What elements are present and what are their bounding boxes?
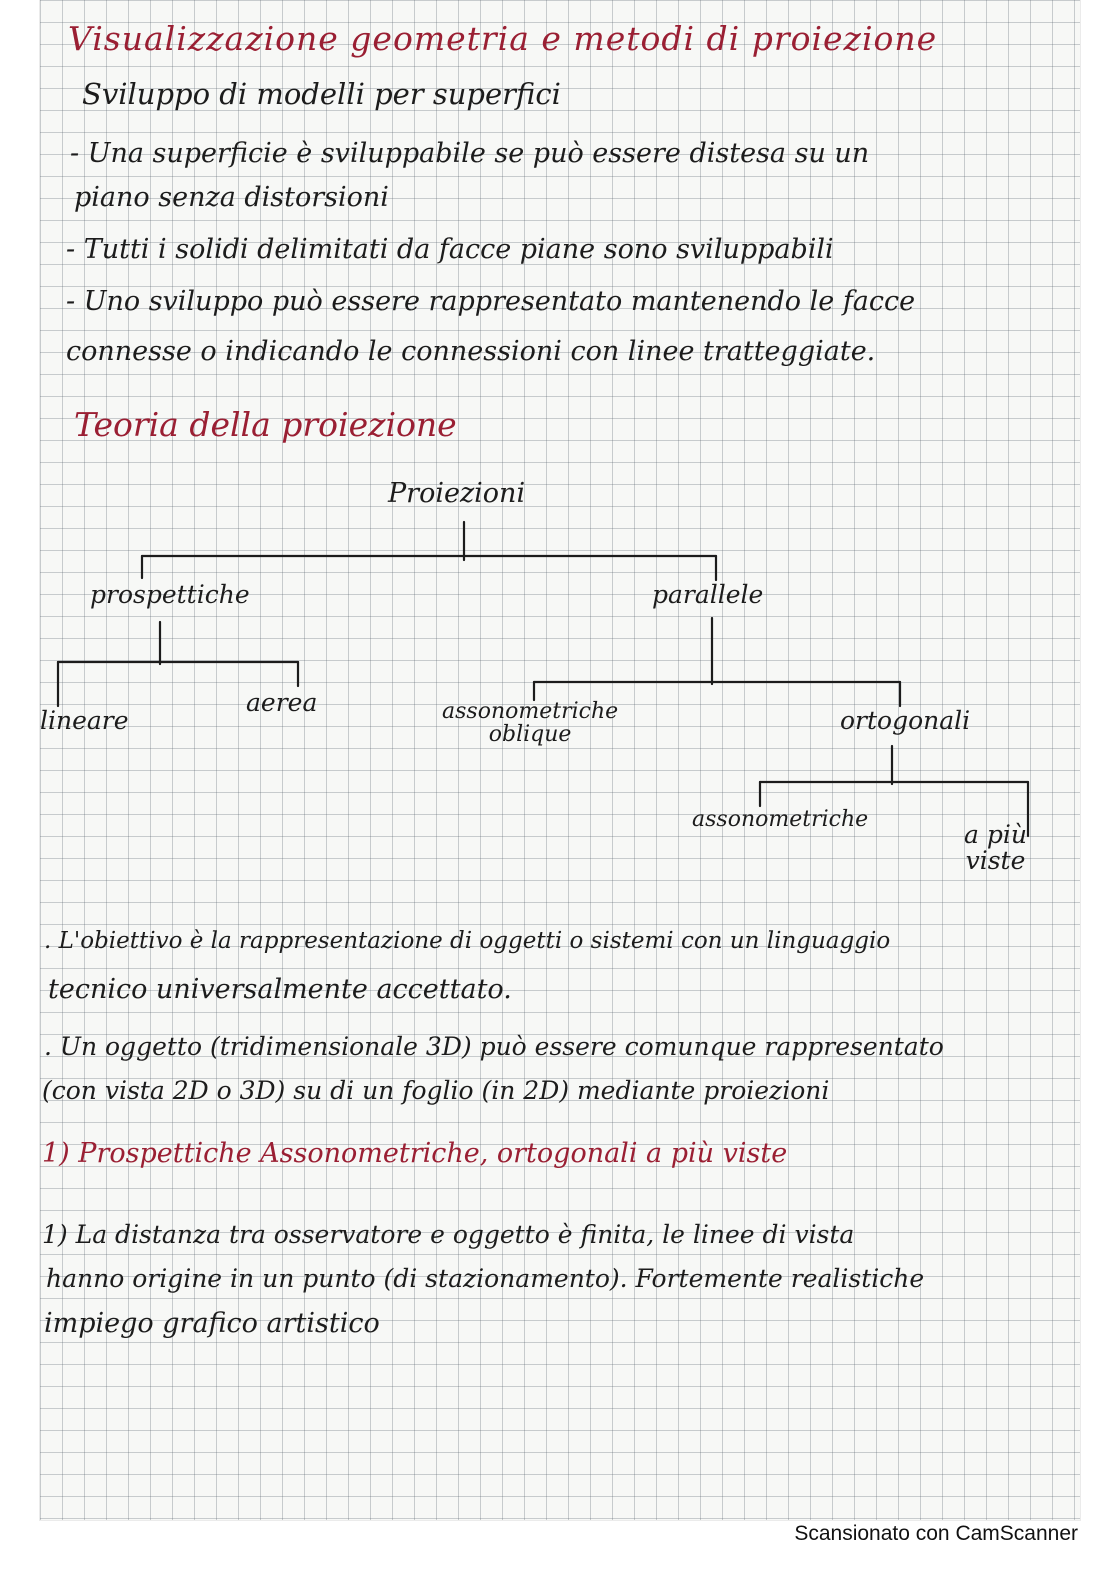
- tree-node-aerea: aerea: [246, 688, 318, 717]
- tree-node-ortogonali: ortogonali: [840, 706, 971, 735]
- scanner-watermark: Scansionato con CamScanner: [794, 1522, 1078, 1545]
- paragraph-line: 1) La distanza tra osservatore e oggetto è finita, le linee di vista: [42, 1220, 855, 1249]
- tree-node-a-piu-viste: [964, 822, 1027, 875]
- paragraph-line: connesse o indicando le connessioni con linee tratteggiate.: [66, 336, 876, 367]
- tree-node-label: oblique: [488, 722, 572, 748]
- paragraph-line: tecnico universalmente accettato.: [48, 974, 512, 1005]
- tree-node-label: assonometriche: [442, 699, 619, 724]
- tree-node-assonometriche-oblique: [442, 700, 618, 746]
- tree-node-root: Proiezioni: [388, 478, 526, 509]
- paragraph-line: - Uno sviluppo può essere rappresentato mantenendo le facce: [66, 286, 916, 317]
- tree-node-parallele: parallele: [652, 580, 764, 609]
- page-subtitle: Sviluppo di modelli per superfici: [82, 77, 561, 111]
- page-title: Visualizzazione geometria e metodi di proiezione: [68, 19, 938, 58]
- projection-tree-connectors: [40, 0, 1080, 900]
- paragraph-line: piano senza distorsioni: [74, 182, 389, 213]
- paragraph-line: . L'obiettivo è la rappresentazione di oggetti o sistemi con un linguaggio: [44, 928, 891, 954]
- tree-node-label: a più: [964, 820, 1027, 849]
- notebook-page: [40, 0, 1080, 1520]
- tree-node-lineare: lineare: [40, 706, 129, 735]
- paragraph-line: (con vista 2D o 3D) su di un foglio (in 2D) mediante proiezioni: [42, 1076, 830, 1105]
- tree-node-assonometriche: assonometriche: [692, 807, 869, 832]
- paragraph-line: - Una superficie è sviluppabile se può essere distesa su un: [70, 138, 870, 169]
- tree-node-prospettiche: prospettiche: [90, 580, 250, 609]
- list-heading: 1) Prospettiche Assonometriche, ortogonali a più viste: [42, 1138, 788, 1169]
- tree-node-label: viste: [965, 846, 1026, 876]
- paragraph-line: . Un oggetto (tridimensionale 3D) può essere comunque rappresentato: [44, 1032, 944, 1061]
- section-title: Teoria della proiezione: [74, 405, 457, 444]
- paragraph-line: hanno origine in un punto (di stazionamento). Fortemente realistiche: [46, 1264, 925, 1293]
- paragraph-line: - Tutti i solidi delimitati da facce piane sono sviluppabili: [66, 234, 834, 265]
- paragraph-line: impiego grafico artistico: [44, 1308, 380, 1339]
